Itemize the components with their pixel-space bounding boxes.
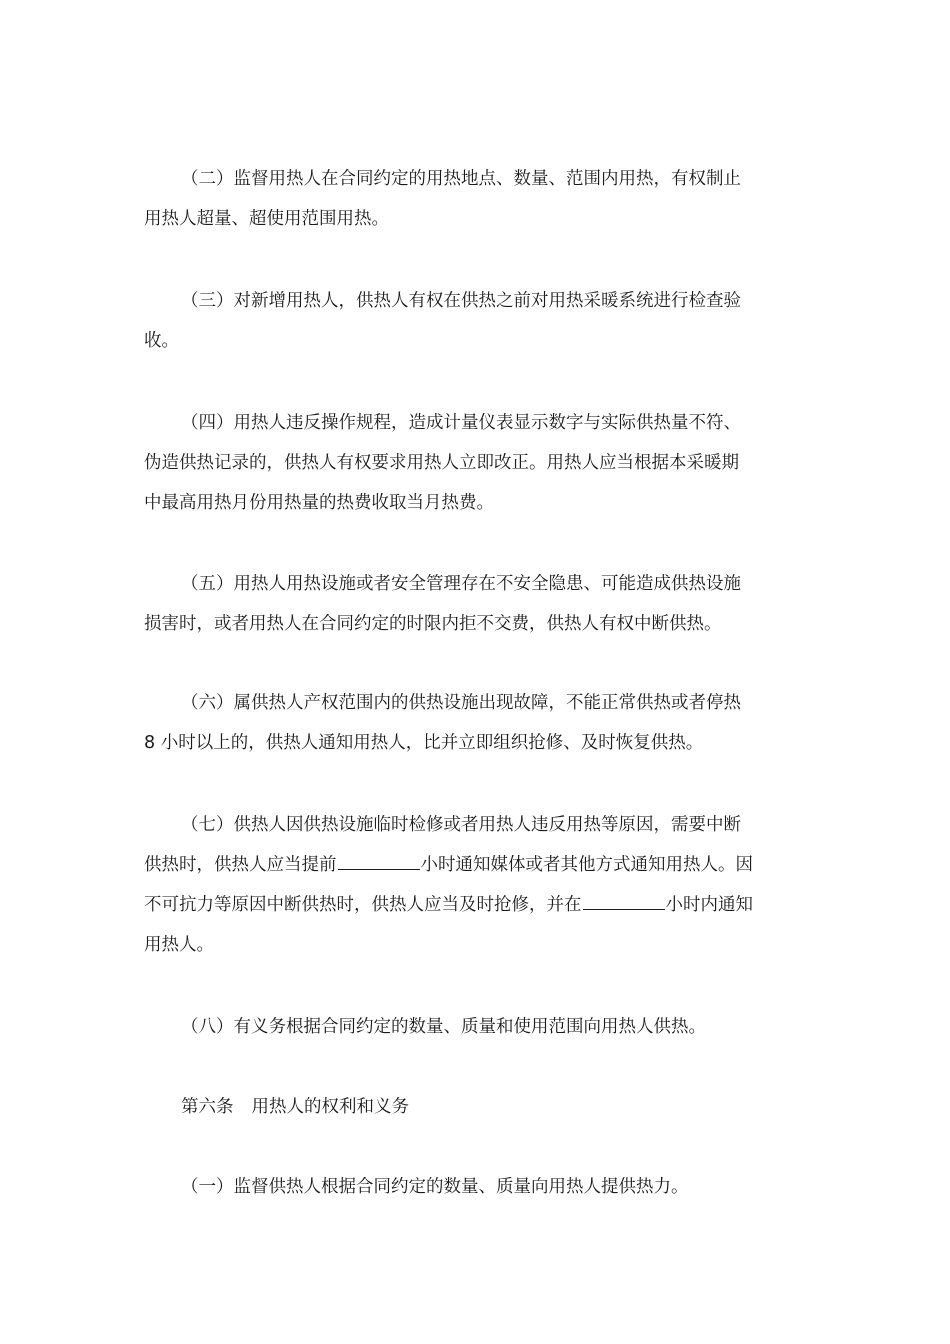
paragraph-line: （一）监督供热人根据合同约定的数量、质量向用热人提供热力。: [181, 1177, 689, 1197]
fill-in-blank-hours-notice[interactable]: [338, 849, 420, 870]
paragraph-line: （三）对新增用热人，供热人有权在供热之前对用热采暖系统进行检查验: [181, 291, 741, 311]
paragraph-line: （五）用热人用热设施或者安全管理存在不安全隐患、可能造成供热设施: [181, 574, 741, 594]
paragraph-line: 收。: [144, 331, 179, 351]
paragraph-line: [144, 885, 808, 925]
paragraph-line: （二）监督用热人在合同约定的用热地点、数量、范围内用热，有权制止: [181, 169, 741, 189]
article-number: 第六条: [181, 1097, 234, 1117]
paragraph-5: [144, 564, 808, 644]
article-title: 用热人的权利和义务: [251, 1097, 409, 1117]
paragraph-line: 用热人。: [144, 935, 214, 955]
paragraph-6: [144, 683, 808, 763]
paragraph-7: [144, 805, 808, 965]
paragraph-line: 损害时，或者用热人在合同约定的时限内拒不交费，供热人有权中断供热。: [144, 614, 722, 634]
paragraph-line: （八）有义务根据合同约定的数量、质量和使用范围向用热人供热。: [181, 1017, 706, 1037]
paragraph-line: 中最高用热月份用热量的热费收取当月热费。: [144, 493, 494, 513]
line-text: 小时内通知: [665, 895, 753, 915]
fill-in-blank-hours-emergency[interactable]: [583, 889, 665, 910]
paragraph-line: （四）用热人违反操作规程，造成计量仪表显示数字与实际供热量不符、: [181, 413, 741, 433]
paragraph-2: [144, 159, 808, 239]
line-text: 小时通知媒体或者其他方式通知用热人。因: [420, 855, 753, 875]
line-text: 供热时，供热人应当提前: [144, 855, 337, 875]
paragraph-line: 8 小时以上的，供热人通知用热人，比并立即组织抢修、及时恢复供热。: [144, 733, 704, 753]
paragraph-line: 用热人超量、超使用范围用热。: [144, 209, 389, 229]
paragraph-line: 伪造供热记录的，供热人有权要求用热人立即改正。用热人应当根据本采暖期: [144, 453, 739, 473]
paragraph-line: （六）属供热人产权范围内的供热设施出现故障，不能正常供热或者停热: [181, 693, 741, 713]
article6-paragraph-1: [144, 1167, 808, 1207]
paragraph-line: [144, 845, 808, 885]
paragraph-line: （七）供热人因供热设施临时检修或者用热人违反用热等原因，需要中断: [181, 815, 741, 835]
line-text: 不可抗力等原因中断供热时，供热人应当及时抢修，并在: [144, 895, 582, 915]
paragraph-4: [144, 403, 808, 523]
article-heading: [181, 1087, 409, 1127]
paragraph-3: [144, 281, 808, 361]
paragraph-8: [144, 1007, 808, 1047]
